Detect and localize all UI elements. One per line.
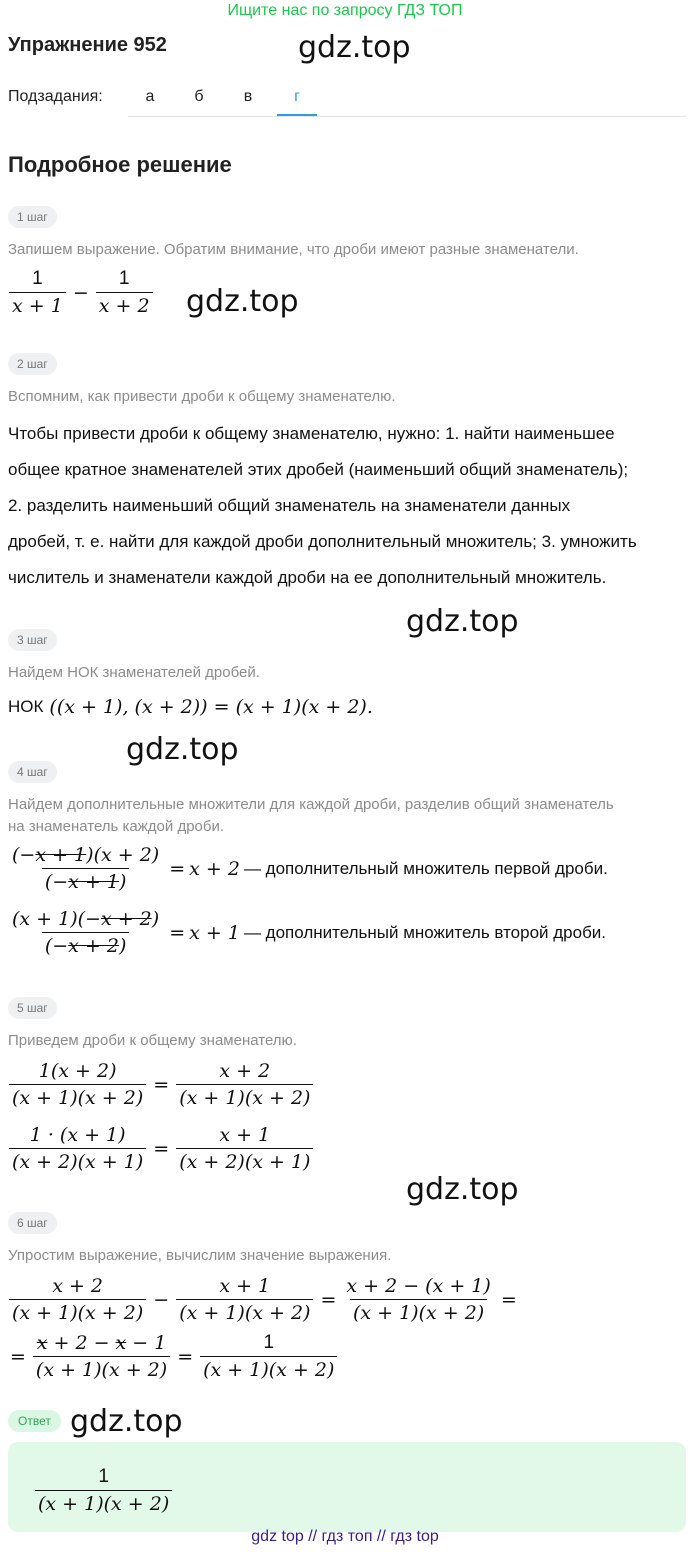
watermark: gdz.top [186,284,299,319]
watermark: gdz.top [406,1172,519,1207]
step-6-text: Упростим выражение, вычислим значение выражения. [8,1247,392,1264]
rule-line: числитель и знаменатели каждой дроби на ее дополнительный множитель. [8,568,607,587]
multiplier-1: $\frac{(-x + 1)(x + 2)}{(-x + 1)}$ = x + 2 — дополнительный множитель первой дроби. [12,844,608,893]
step-4-line: на знаменатель каждой дроби. [8,818,225,835]
answer-box [8,1442,686,1532]
page-title: Упражнение 952 [8,34,167,56]
step-badge-3: 3 шаг [8,629,57,651]
multiplier-1-label: — дополнительный множитель первой дроби. [243,858,608,878]
multiplier-2: $\frac{(x + 1)(-x + 2)}{(-x + 2)}$ = x + 1 — дополнительный множитель второй дроби. [12,908,607,957]
section-title: Подробное решение [8,152,232,177]
step-1-text: Запишем выражение. Обратим внимание, что дроби имеют разные знаменатели. [8,241,579,258]
tab-subtask-b[interactable]: б [194,88,204,105]
rule-text [8,416,688,596]
expression-1: $\frac{1}{x + 1}$ − $\frac{1}{x + 2}$ [6,268,156,317]
step-badge-5: 5 шаг [8,997,57,1019]
tab-subtask-a[interactable]: а [145,88,155,105]
step-2-text: Вспомним, как привести дроби к общему знаменателю. [8,388,396,405]
subtasks-label: Подзадания: [8,88,103,105]
rule-line: 2. разделить наименьший общий знаменатель на знаменатели данных [8,496,571,515]
step-badge-4: 4 шаг [8,761,57,783]
tab-subtask-g[interactable]: г [277,86,317,116]
answer-badge: Ответ [8,1410,61,1432]
nok-expression: НОК ((x + 1), (x + 2)) = (x + 1)(x + 2). [8,696,373,718]
rule-line: общее кратное знаменателей этих дробей (наименьший общий знаменатель); [8,460,629,479]
subtask-tabs [128,86,686,117]
step-5-text: Приведем дроби к общему знаменателю. [8,1032,297,1049]
footer-links[interactable]: gdz top // гдз топ // гдз top [251,1528,439,1545]
common-denominator-2: $\frac{1 \cdot (x + 1)}{(x + 2)(x + 1)}$ = $\frac{x + 1}{(x + 2)(x + 1)}$ [6,1124,316,1173]
step-badge-1: 1 шаг [8,206,57,228]
step-badge-2: 2 шаг [8,353,57,375]
rule-line: Чтобы привести дроби к общему знаменателю, нужно: 1. найти наименьшее [8,424,615,443]
promo-banner[interactable]: Ищите нас по запросу ГДЗ ТОП [227,2,463,19]
watermark: gdz.top [406,604,519,639]
answer-expression: $\frac{1}{(x + 1)(x + 2)}$ [32,1466,175,1515]
step-4-text [8,794,678,838]
simplify-line-2: = $\frac{x + 2 - x - 1}{(x + 1)(x + 2)}$ = $\frac{1}{(x + 1)(x + 2)}$ [6,1332,340,1381]
nok-label: НОК [8,697,44,716]
tab-subtask-v[interactable]: в [243,88,253,105]
step-4-line: Найдем дополнительные множители для каждой дроби, разделив общий знаменатель [8,796,614,813]
step-badge-6: 6 шаг [8,1212,57,1234]
watermark: gdz.top [126,732,239,767]
step-3-text: Найдем НОК знаменателей дробей. [8,664,260,681]
watermark: gdz.top [298,30,411,65]
watermark: gdz.top [70,1404,183,1439]
simplify-line-1: $\frac{x + 2}{(x + 1)(x + 2)}$ − $\frac{x + 1}{(x + 1)(x + 2)}$ = $\frac{x + 2 - (x + 1)}{(x + 1)(x + 2)}$ = [6,1275,521,1324]
rule-line: дробей, т. е. найти для каждой дроби дополнительный множитель; 3. умножить [8,532,637,551]
multiplier-2-label: — дополнительный множитель второй дроби. [243,922,607,942]
common-denominator-1: $\frac{1(x + 2)}{(x + 1)(x + 2)}$ = $\frac{x + 2}{(x + 1)(x + 2)}$ [6,1060,316,1109]
